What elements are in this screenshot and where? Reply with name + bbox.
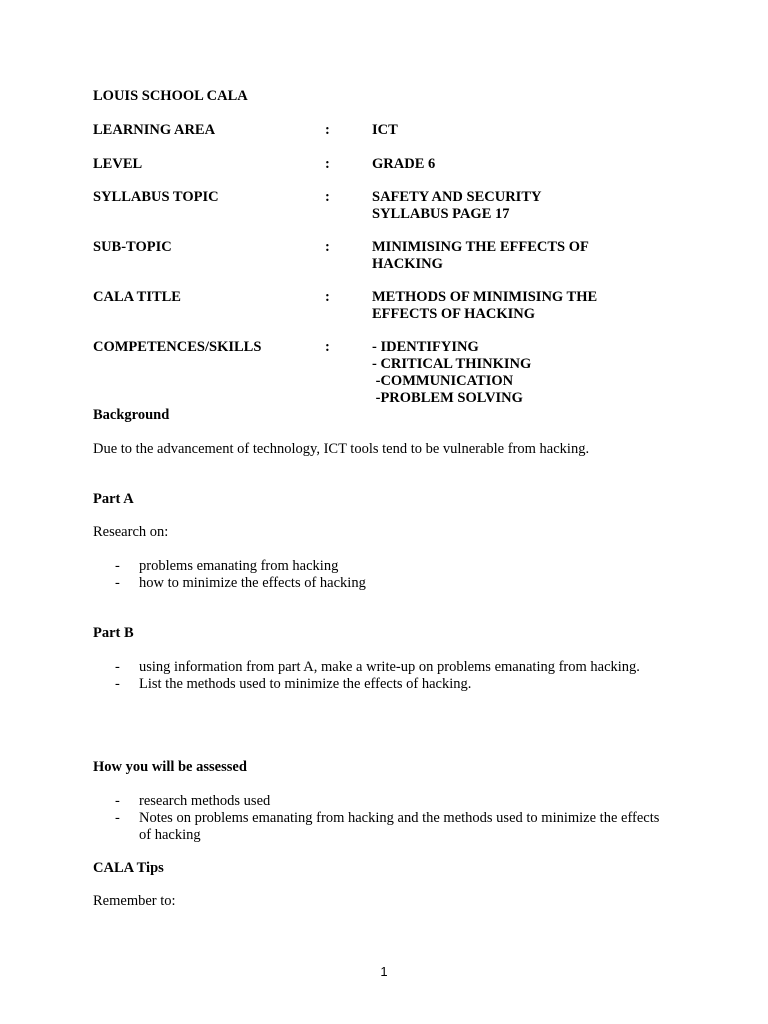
background-heading: Background — [93, 407, 170, 423]
part-b-list — [93, 659, 653, 693]
field-colon: : — [325, 189, 330, 205]
field-label: LEARNING AREA — [93, 122, 216, 138]
page-number: 1 — [380, 964, 388, 979]
part-b-heading: Part B — [93, 625, 134, 641]
part-a-intro: Research on: — [93, 524, 169, 540]
field-colon: : — [325, 289, 330, 305]
field-value: METHODS OF MINIMISING THE EFFECTS OF HACKING — [372, 289, 598, 322]
field-label: SUB-TOPIC — [93, 239, 172, 255]
assessment-heading: How you will be assessed — [93, 759, 247, 775]
tips-heading: CALA Tips — [93, 860, 164, 876]
list-item: - List the methods used to minimize the effects of hacking. — [115, 676, 472, 692]
tips-intro: Remember to: — [93, 893, 176, 909]
list-item: - using information from part A, make a write-up on problems emanating from hacking. — [115, 659, 640, 675]
field-colon: : — [325, 339, 330, 355]
part-a-list — [93, 558, 673, 592]
background-text: Due to the advancement of technology, ICT tools tend to be vulnerable from hacking. — [93, 441, 590, 457]
list-dash: - — [115, 558, 120, 574]
list-item: - research methods used — [115, 793, 271, 809]
field-value: MINIMISING THE EFFECTS OF HACKING — [372, 239, 589, 272]
field-value: ICT — [372, 122, 398, 138]
field-label: SYLLABUS TOPIC — [93, 189, 219, 205]
list-dash: - — [115, 793, 120, 809]
field-value: GRADE 6 — [372, 156, 436, 172]
list-item: - problems emanating from hacking — [115, 558, 339, 574]
field-label: CALA TITLE — [93, 289, 181, 305]
field-value: SAFETY AND SECURITY SYLLABUS PAGE 17 — [372, 189, 542, 222]
field-label: COMPETENCES/SKILLS — [93, 339, 262, 355]
list-dash: - — [115, 659, 120, 675]
list-dash: - — [115, 810, 120, 826]
field-value: - IDENTIFYING - CRITICAL THINKING -COMMUNICATION -PROBLEM SOLVING — [372, 339, 532, 406]
field-colon: : — [325, 122, 330, 138]
list-dash: - — [115, 676, 120, 692]
part-a-heading: Part A — [93, 491, 134, 507]
list-item: - how to minimize the effects of hacking — [115, 575, 366, 591]
field-colon: : — [325, 156, 330, 172]
list-dash: - — [115, 575, 120, 591]
list-item: - Notes on problems emanating from hacking and the methods used to minimize the effects of hacking — [115, 810, 660, 843]
field-colon: : — [325, 239, 330, 255]
school-name: LOUIS SCHOOL CALA — [93, 88, 248, 104]
field-label: LEVEL — [93, 156, 143, 172]
assessment-list — [93, 793, 668, 844]
